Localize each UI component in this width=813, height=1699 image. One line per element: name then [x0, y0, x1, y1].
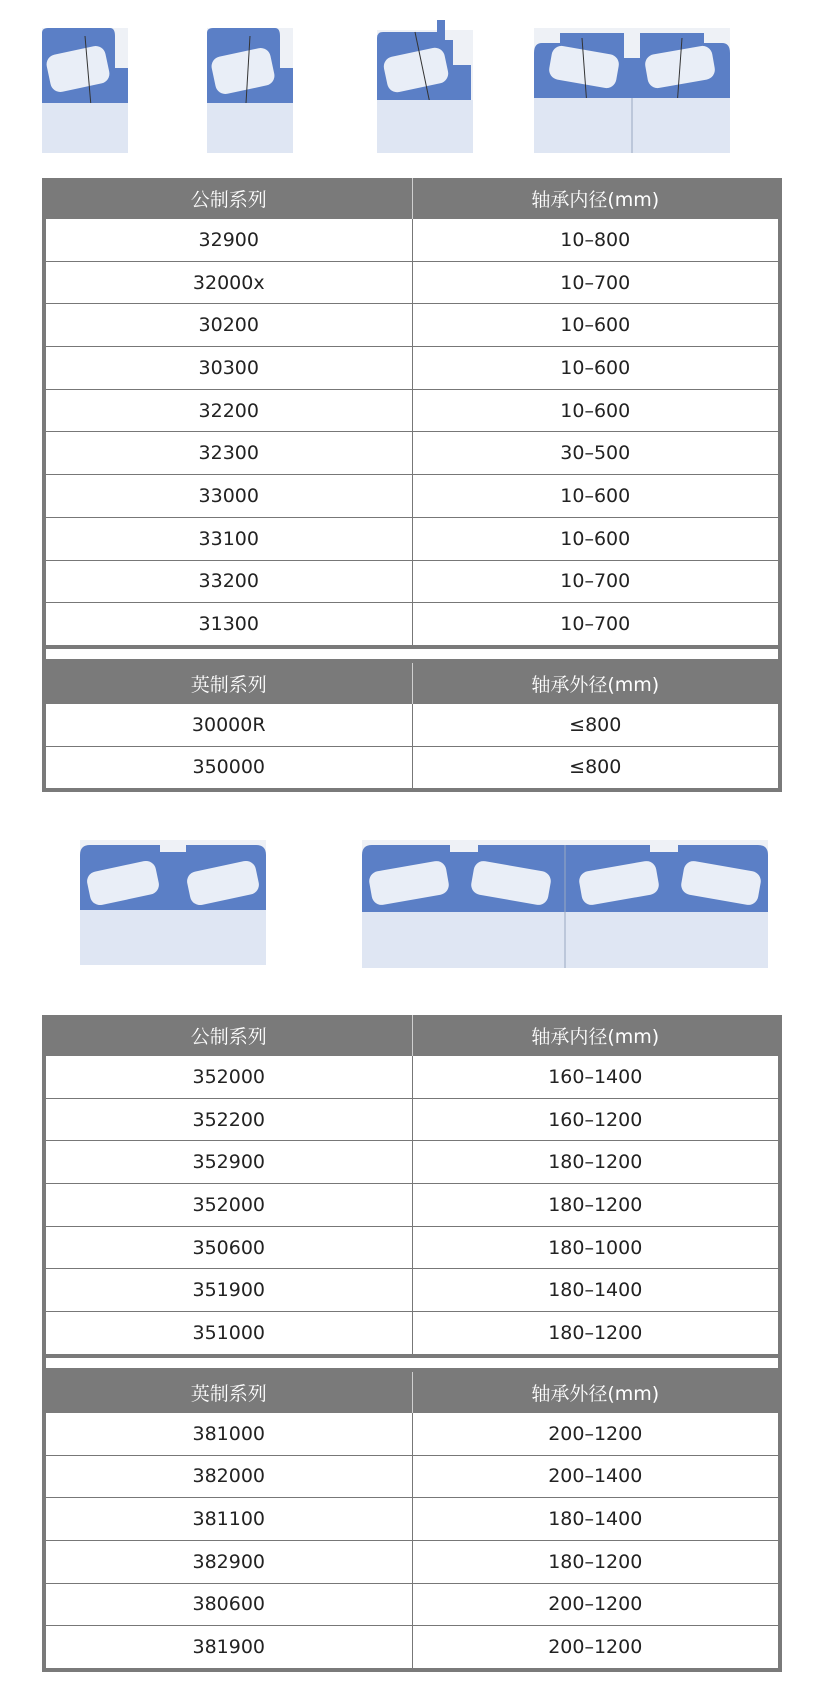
- table-row: [46, 475, 778, 518]
- table-row: [46, 704, 778, 747]
- section-gap: [46, 645, 778, 663]
- table-row: [46, 1269, 778, 1312]
- table-row: [46, 1312, 778, 1354]
- metric-series-section: [46, 178, 778, 645]
- table-row: [46, 1626, 778, 1668]
- table-row: [46, 262, 778, 305]
- spec-table-1: [42, 178, 782, 792]
- series-cell: 30300: [46, 347, 413, 389]
- series-cell: 30200: [46, 304, 413, 346]
- diameter-cell: 30–500: [560, 442, 631, 465]
- column-header: 轴承内径(mm): [531, 1026, 660, 1048]
- bearing-diagrams-top: [0, 20, 813, 155]
- table-row: [46, 1099, 778, 1142]
- table-row: [46, 390, 778, 433]
- diameter-cell: 180–1200: [548, 1550, 643, 1573]
- diameter-cell: 10–600: [560, 314, 631, 337]
- diameter-cell: 160–1400: [548, 1065, 643, 1088]
- series-cell: 351000: [46, 1312, 413, 1354]
- diameter-cell: 160–1200: [548, 1108, 643, 1131]
- table-header-row: [46, 663, 778, 704]
- diameter-cell: 200–1200: [548, 1593, 643, 1616]
- single-row-bearing-diagram-2: [205, 28, 295, 153]
- table-row: [46, 1056, 778, 1099]
- double-row-bearing-diagram: [532, 28, 732, 153]
- series-cell: 31300: [46, 603, 413, 645]
- column-header: 轴承外径(mm): [531, 1382, 660, 1405]
- series-cell: 352900: [46, 1141, 413, 1183]
- diameter-cell: 10–800: [560, 228, 631, 251]
- column-header: 轴承外径(mm): [531, 673, 660, 696]
- table-row: [46, 1456, 778, 1499]
- table-row: [46, 432, 778, 475]
- series-cell: 352000: [46, 1184, 413, 1226]
- series-cell: 32900: [46, 219, 413, 261]
- diameter-cell: ≤800: [569, 756, 622, 779]
- column-header: 公制系列: [46, 178, 413, 219]
- series-cell: 32300: [46, 432, 413, 474]
- series-cell: 33000: [46, 475, 413, 517]
- series-cell: 32000x: [46, 262, 413, 304]
- table-row: [46, 1541, 778, 1584]
- bearing-diagrams-bottom: [0, 830, 813, 970]
- series-cell: 380600: [46, 1584, 413, 1626]
- table-header-row: [46, 1372, 778, 1413]
- series-cell: 381000: [46, 1413, 413, 1455]
- table-row: [46, 1584, 778, 1627]
- diameter-cell: 10–600: [560, 356, 631, 379]
- diameter-cell: 180–1000: [548, 1236, 643, 1259]
- table-row: [46, 1498, 778, 1541]
- series-cell: 381900: [46, 1626, 413, 1668]
- series-cell: 352200: [46, 1099, 413, 1141]
- flanged-bearing-diagram: [375, 20, 475, 153]
- diameter-cell: 10–600: [560, 527, 631, 550]
- diameter-cell: ≤800: [569, 713, 622, 736]
- single-row-bearing-diagram: [40, 28, 130, 153]
- imperial-series-section: [46, 663, 778, 788]
- double-row-bearing-diagram-2: [78, 840, 268, 965]
- column-header: 英制系列: [46, 1372, 413, 1413]
- four-row-bearing-diagram: [360, 840, 770, 968]
- column-header: 公制系列: [46, 1015, 413, 1056]
- series-cell: 381100: [46, 1498, 413, 1540]
- diameter-cell: 10–600: [560, 484, 631, 507]
- series-cell: 351900: [46, 1269, 413, 1311]
- diameter-cell: 200–1200: [548, 1422, 643, 1445]
- series-cell: 350000: [46, 747, 413, 789]
- table-row: [46, 603, 778, 645]
- spec-table-2: [42, 1015, 782, 1672]
- diameter-cell: 180–1200: [548, 1193, 643, 1216]
- table-row: [46, 1184, 778, 1227]
- diameter-cell: 10–700: [560, 271, 631, 294]
- table-row: [46, 1413, 778, 1456]
- series-cell: 33100: [46, 518, 413, 560]
- diameter-cell: 180–1400: [548, 1508, 643, 1531]
- table-row: [46, 1227, 778, 1270]
- table-row: [46, 518, 778, 561]
- column-header: 轴承内径(mm): [531, 189, 660, 211]
- series-cell: 350600: [46, 1227, 413, 1269]
- table-header-row: [46, 178, 778, 219]
- diameter-cell: 180–1200: [548, 1151, 643, 1174]
- table-row: [46, 347, 778, 390]
- series-cell: 382000: [46, 1456, 413, 1498]
- table-row: [46, 561, 778, 604]
- series-cell: 33200: [46, 561, 413, 603]
- diameter-cell: 180–1200: [548, 1321, 643, 1344]
- diameter-cell: 10–600: [560, 399, 631, 422]
- metric-series-section: [46, 1015, 778, 1354]
- diameter-cell: 10–700: [560, 570, 631, 593]
- series-cell: 382900: [46, 1541, 413, 1583]
- series-cell: 30000R: [46, 704, 413, 746]
- imperial-series-section: [46, 1372, 778, 1668]
- table-row: [46, 1141, 778, 1184]
- section-gap: [46, 1354, 778, 1372]
- table-row: [46, 304, 778, 347]
- table-header-row: [46, 1015, 778, 1056]
- table-row: [46, 747, 778, 789]
- diameter-cell: 200–1200: [548, 1636, 643, 1659]
- series-cell: 352000: [46, 1056, 413, 1098]
- column-header: 英制系列: [46, 663, 413, 704]
- diameter-cell: 200–1400: [548, 1465, 643, 1488]
- series-cell: 32200: [46, 390, 413, 432]
- table-row: [46, 219, 778, 262]
- diameter-cell: 10–700: [560, 613, 631, 636]
- diameter-cell: 180–1400: [548, 1279, 643, 1302]
